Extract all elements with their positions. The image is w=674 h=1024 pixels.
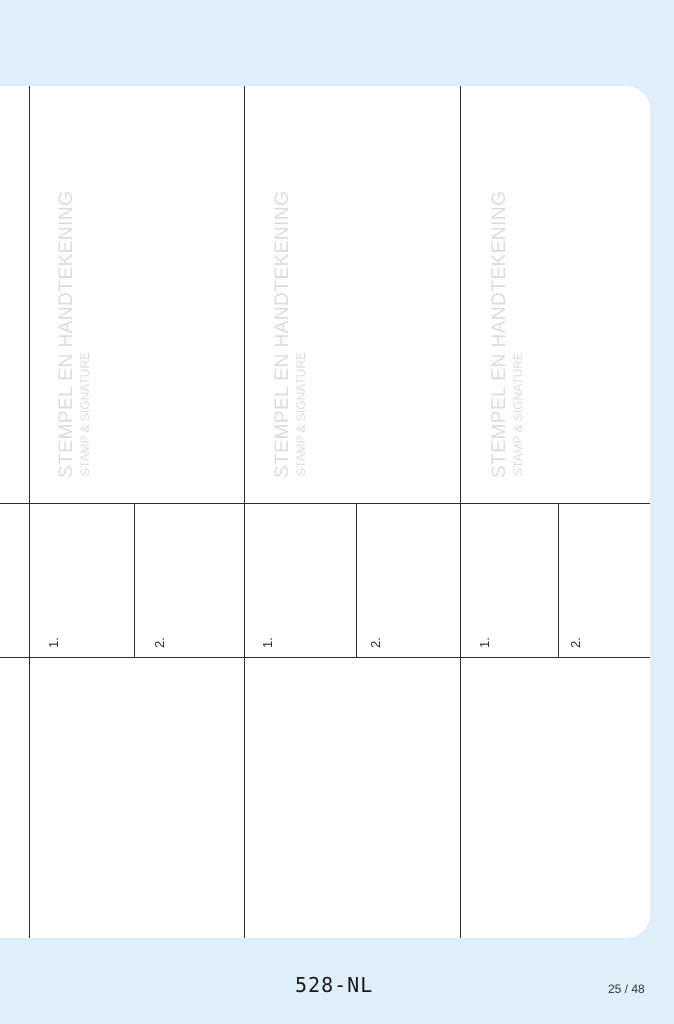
field-number-1: 1. [477, 637, 492, 648]
row-divider [0, 503, 650, 504]
stamp-title: STEMPEL EN HANDTEKENING [489, 190, 510, 478]
row-divider [0, 657, 650, 658]
column-divider [29, 86, 30, 938]
field-number-2: 2. [152, 637, 167, 648]
stamp-signature-label [56, 191, 92, 478]
field-number-1: 1. [46, 637, 61, 648]
field-number-1: 1. [260, 637, 275, 648]
field-number-2: 2. [368, 637, 383, 648]
column-divider [244, 86, 245, 938]
page-number: 25 / 48 [608, 982, 645, 996]
form-code: 528-NL [295, 973, 374, 997]
stamp-title: STEMPEL EN HANDTEKENING [272, 190, 293, 478]
column-divider [460, 86, 461, 938]
stamp-subtitle: STAMP & SIGNATURE [294, 351, 308, 476]
field-divider [134, 503, 135, 657]
stamp-title: STEMPEL EN HANDTEKENING [56, 190, 77, 478]
field-divider [558, 503, 559, 657]
stamp-signature-label [272, 191, 308, 478]
stamp-signature-label [489, 191, 525, 478]
field-number-2: 2. [568, 637, 583, 648]
field-divider [356, 503, 357, 657]
stamp-subtitle: STAMP & SIGNATURE [511, 351, 525, 476]
stamp-subtitle: STAMP & SIGNATURE [78, 351, 92, 476]
form-panel [0, 86, 650, 938]
